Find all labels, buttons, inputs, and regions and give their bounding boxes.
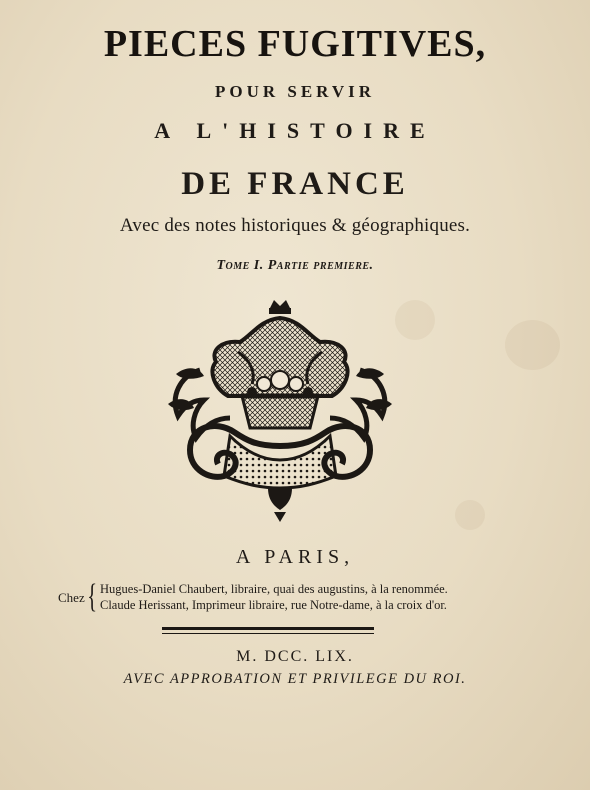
subtitle-line-1: POUR SERVIR (214, 82, 376, 101)
imprint-block (58, 580, 558, 616)
foxing-stain (395, 300, 435, 340)
place-of-publication: A PARIS, (235, 546, 355, 568)
publication-date: M. DCC. LIX. (236, 648, 354, 665)
book-title: PIECES FUGITIVES, (103, 23, 487, 65)
brace-icon: { (87, 578, 98, 615)
subtitle-line-3: DE FRANCE (181, 166, 409, 202)
royal-privilege-line: AVEC APPROBATION ET PRIVILEGE DU ROI. (123, 671, 467, 687)
divider-rule (162, 627, 374, 630)
publisher-line-2: Claude Herissant, Imprimeur libraire, rue Notre-dame, à la croix d'or. (100, 598, 447, 612)
volume-line: Tome I. Partie premiere. (216, 258, 374, 273)
foxing-stain (455, 500, 485, 530)
fleuron-basket-crown-icon (160, 300, 400, 525)
divider-rule (162, 633, 374, 634)
foxing-stain (505, 320, 560, 370)
publisher-line-1: Hugues-Daniel Chaubert, libraire, quai des augustins, à la renommée. (100, 582, 448, 596)
subtitle-line-2: A L'HISTOIRE (154, 118, 436, 143)
notes-line: Avec des notes historiques & géographiques. (119, 215, 471, 236)
publisher-prefix: Chez (58, 590, 85, 605)
